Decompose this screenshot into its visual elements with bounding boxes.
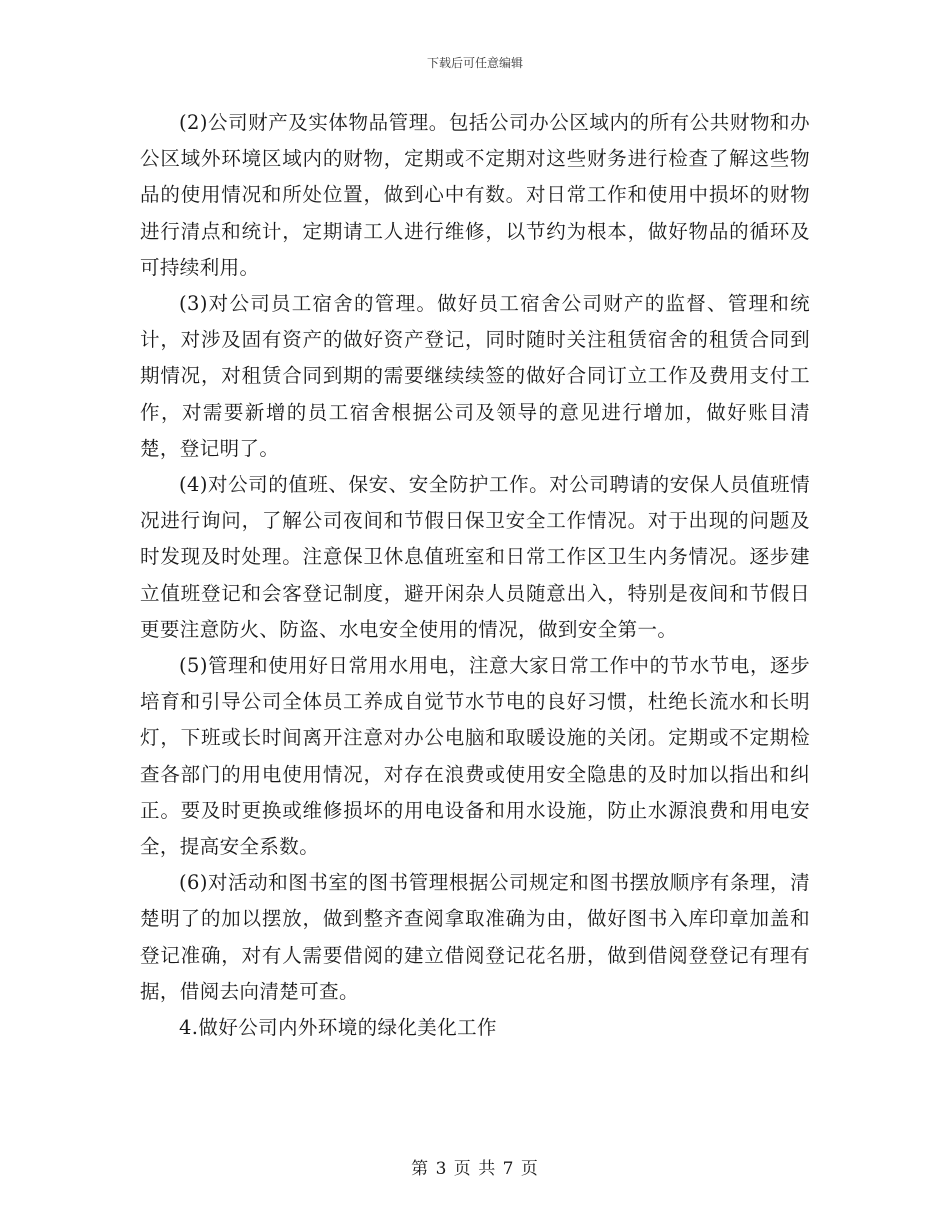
- section-heading-greening: 4.做好公司内外环境的绿化美化工作: [179, 1016, 497, 1040]
- header-note: 下载后可任意编辑: [426, 56, 523, 70]
- document-body: [140, 105, 810, 1046]
- paragraph-dormitory-management: (3)对公司员工宿舍的管理。做好员工宿舍公司财产的监督、管理和统计，对涉及固有资产的做好资产登记，同时随时关注租赁宿舍的租赁合同到期情况，对租赁合同到期的需要继续续签的做好合同订立工作及费用支付工作，对需要新增的员工宿舍根据公司及领导的意见进行增加，做好账目清楚，登记明了。: [140, 292, 810, 460]
- paragraph-water-electricity: (5)管理和使用好日常用水用电，注意大家日常工作中的节水节电，逐步培育和引导公司全体员工养成自觉节水节电的良好习惯，杜绝长流水和长明灯，下班或长时间离开注意对办公电脑和取暖设施的关闭。定期或不定期检查各部门的用电使用情况，对存在浪费或使用安全隐患的及时加以指出和纠正。要及时更换或维修损坏的用电设备和用水设施，防止水源浪费和用电安全，提高安全系数。: [140, 654, 810, 859]
- paragraph-property-management: (2)公司财产及实体物品管理。包括公司办公区域内的所有公共财物和办公区域外环境区域内的财物，定期或不定期对这些财务进行检查了解这些物品的使用情况和所处位置，做到心中有数。对日常工作和使用中损坏的财物进行清点和统计，定期请工人进行维修，以节约为根本，做好物品的循环及可持续利用。: [140, 111, 810, 279]
- paragraph-security-duty: (4)对公司的值班、保安、安全防护工作。对公司聘请的安保人员值班情况进行询问，了解公司夜间和节假日保卫安全工作情况。对于出现的问题及时发现及时处理。注意保卫休息值班室和日常工作区卫生内务情况。逐步建立值班登记和会客登记制度，避开闲杂人员随意出入，特别是夜间和节假日更要注意防火、防盗、水电安全使用的情况，做到安全第一。: [140, 473, 810, 641]
- page-number-footer: 第 3 页 共 7 页: [411, 1159, 539, 1179]
- paragraph-library-management: (6)对活动和图书室的图书管理根据公司规定和图书摆放顺序有条理，清楚明了的加以摆放，做到整齐查阅拿取准确为由，做好图书入库印章加盖和登记准确，对有人需要借阅的建立借阅登记花名册，做到借阅登登记有理有据，借阅去向清楚可查。: [140, 871, 810, 1003]
